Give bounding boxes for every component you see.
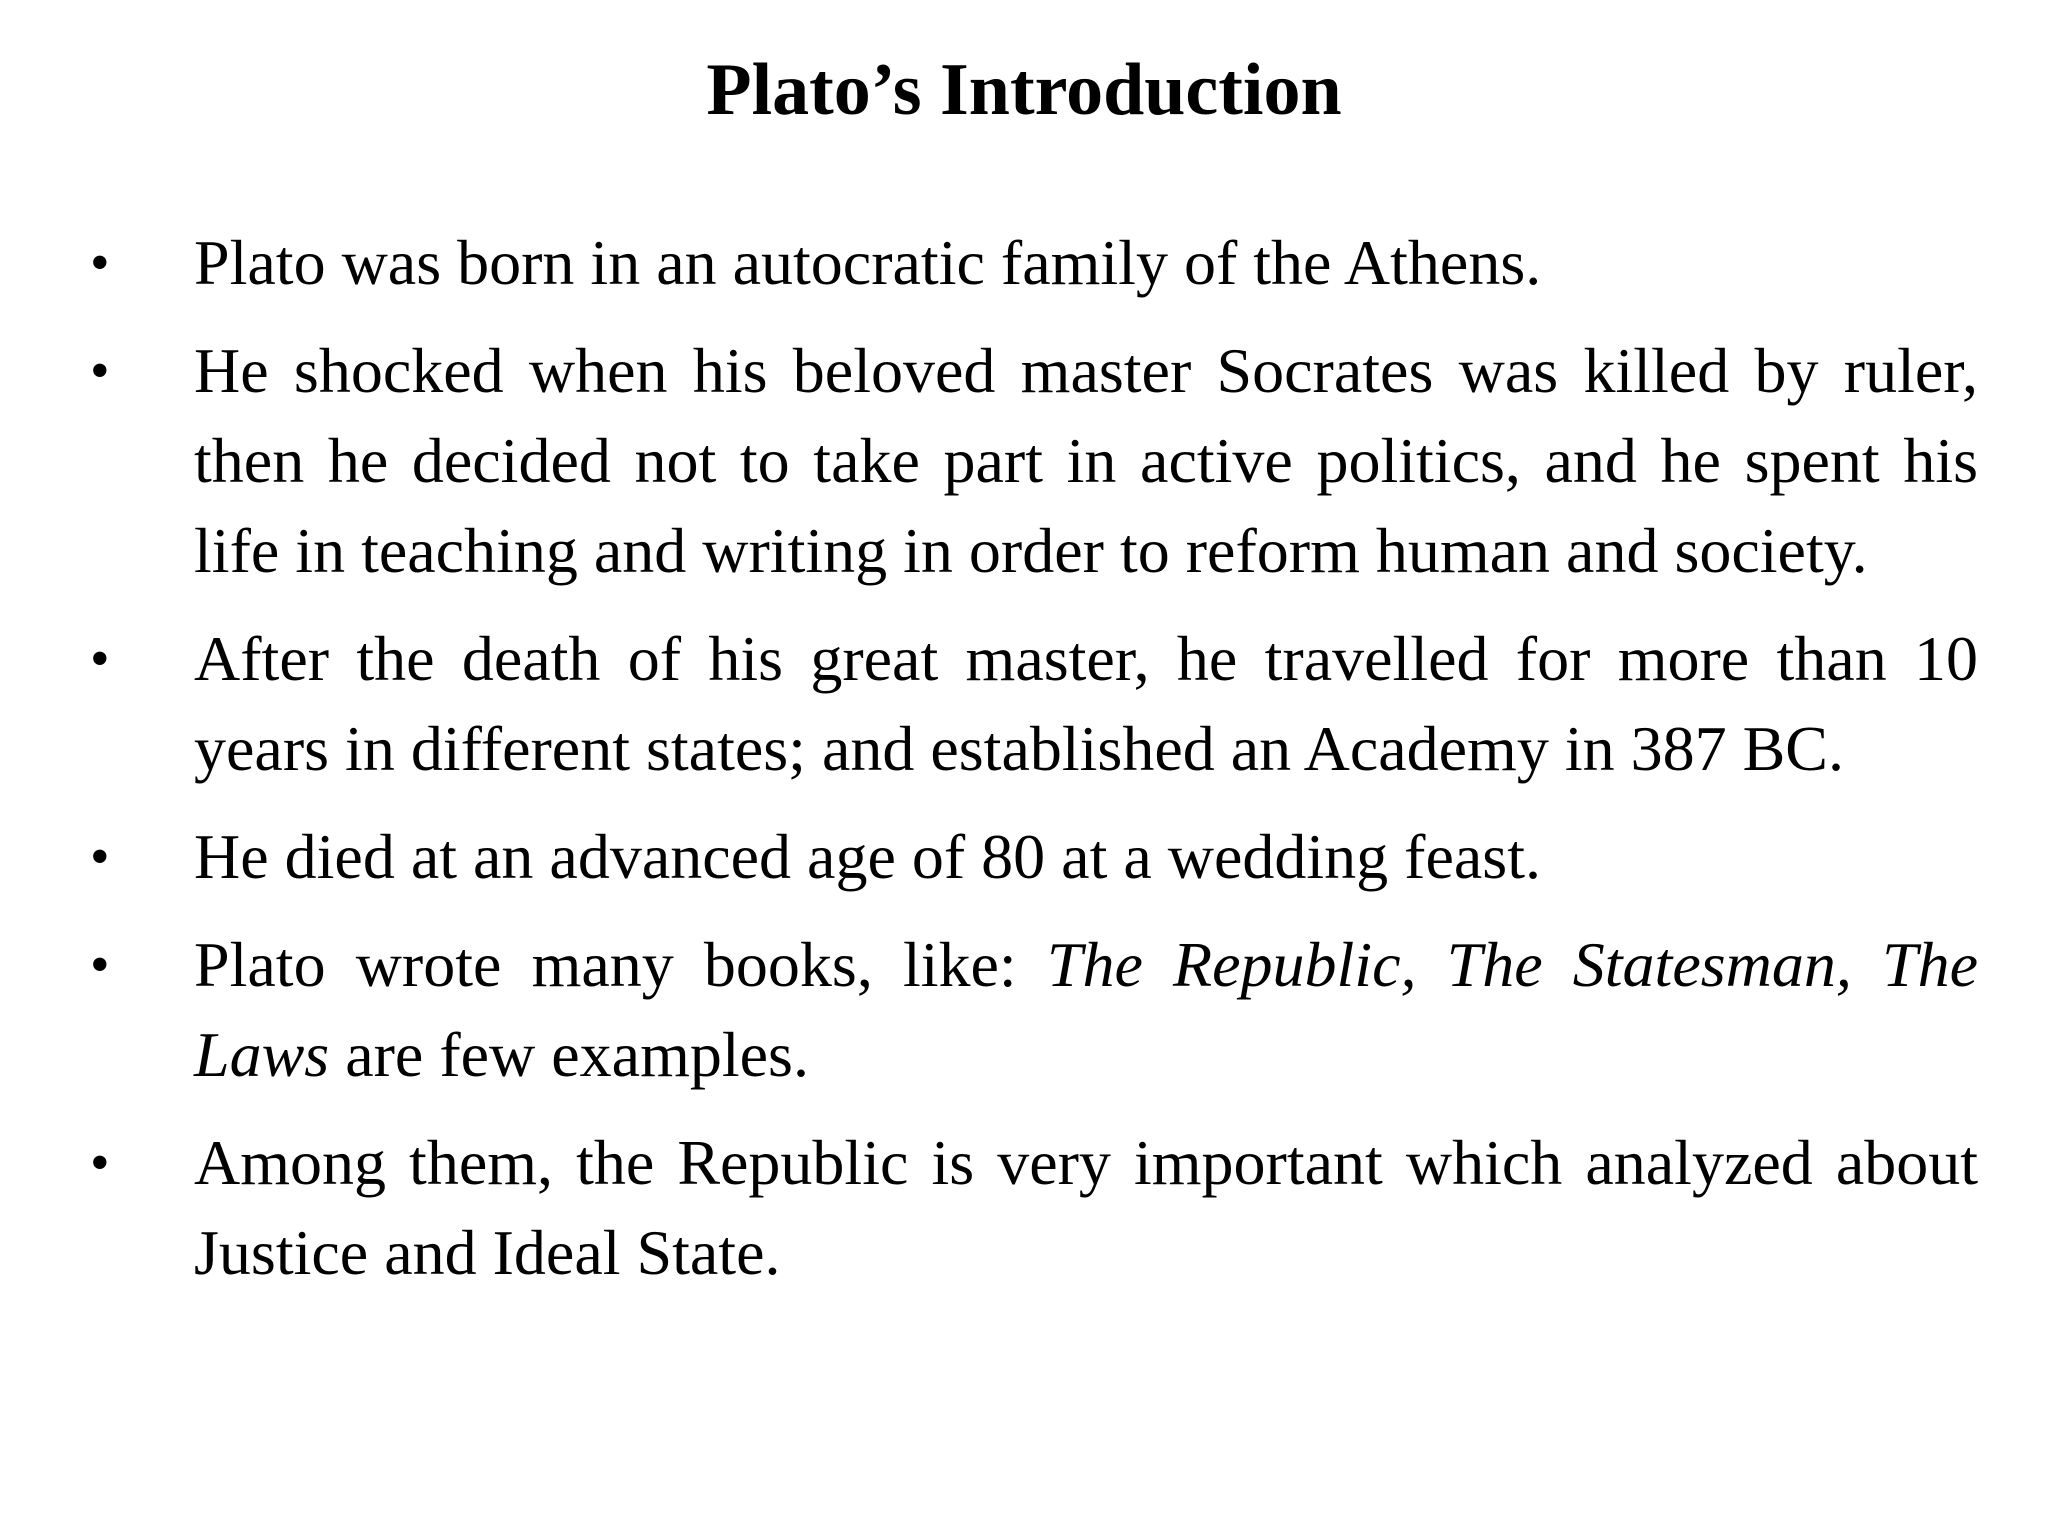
bullet-icon: •: [90, 232, 110, 294]
bullet-item-death: [0, 812, 1978, 902]
bullet-text: [194, 929, 1978, 1090]
bullet-item-books: [0, 920, 1978, 1100]
slide-title: Plato’s Introduction: [706, 49, 1342, 131]
books-titles-italic: The Republic, The Statesman, The Laws: [194, 929, 1979, 1090]
bullet-icon: •: [90, 1132, 110, 1194]
books-intro-text: Plato wrote many books, like:: [194, 929, 1047, 1000]
bullet-text: Among them, the Republic is very important which analyzed about Justice and Ideal State.: [194, 1127, 1978, 1288]
bullet-icon: •: [90, 340, 110, 402]
bullet-item-republic: [0, 1118, 1978, 1298]
bullet-item-birth: [0, 218, 1978, 308]
bullet-list: [0, 218, 2048, 1316]
books-outro-text: are few examples.: [329, 1019, 809, 1090]
bullet-icon: •: [90, 934, 110, 996]
bullet-icon: •: [90, 826, 110, 888]
bullet-item-socrates: [0, 326, 1978, 596]
bullet-text: After the death of his great master, he travelled for more than 10 years in different states; and established an Academy in 387 BC.: [194, 623, 1978, 784]
bullet-icon: •: [90, 628, 110, 690]
bullet-item-academy: [0, 614, 1978, 794]
bullet-text: He shocked when his beloved master Socrates was killed by ruler, then he decided not to take part in active politics, and he spent his life in teaching and writing in order to reform human and society.: [194, 335, 1978, 586]
bullet-text: He died at an advanced age of 80 at a wedding feast.: [194, 821, 1541, 892]
bullet-text: Plato was born in an autocratic family of the Athens.: [194, 227, 1542, 298]
